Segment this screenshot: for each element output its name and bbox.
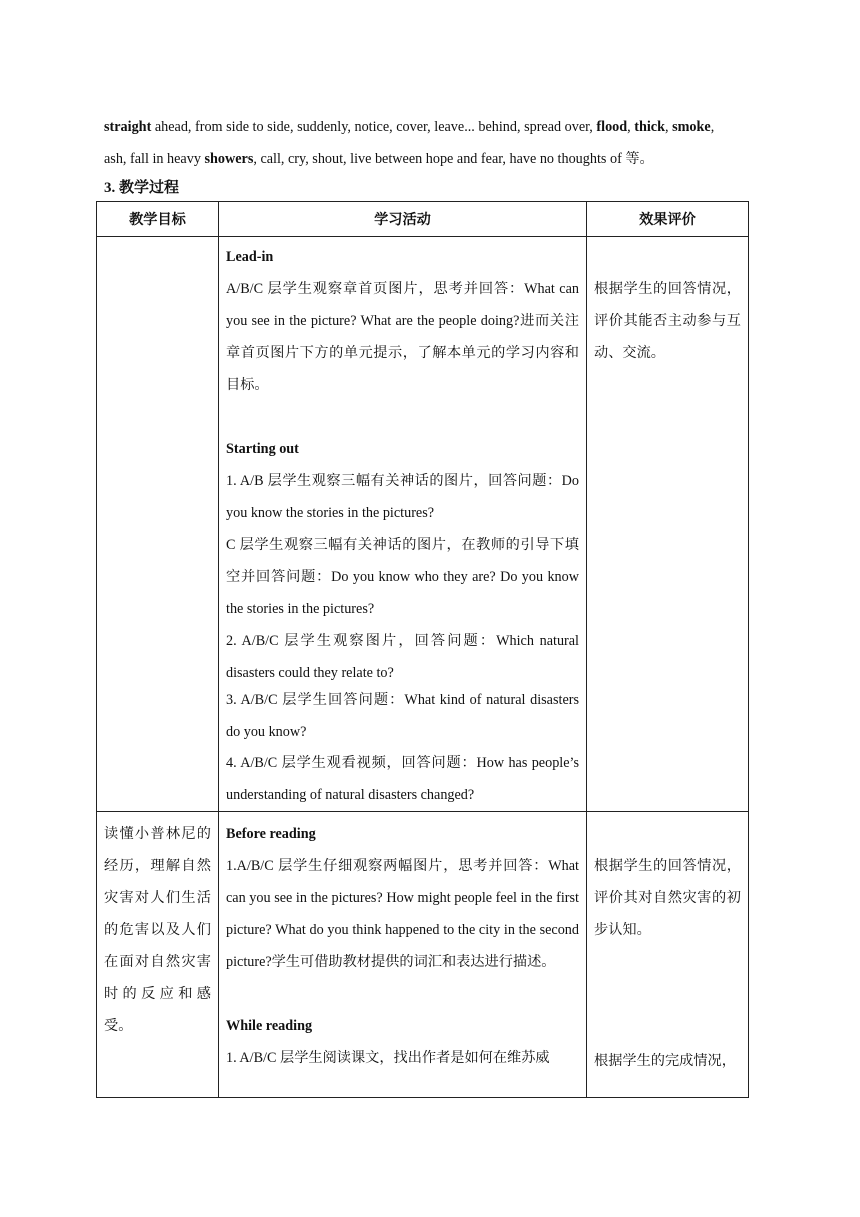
lead-in-title: Lead-in: [226, 249, 274, 265]
section-heading: 3. 教学过程: [104, 180, 180, 196]
activity-cell: [219, 237, 587, 812]
vocab-keyword: showers: [204, 151, 254, 167]
activity-cell: [219, 812, 587, 1098]
vocab-text: ash, fall in heavy: [104, 151, 205, 167]
before-reading-title: Before reading: [226, 826, 316, 842]
goal-text: 读懂小普林尼的经历，理解自然灾害对人们生活的危害以及人们在面对自然灾害时的反应和感受。: [104, 826, 211, 1034]
while-reading-title: While reading: [226, 1018, 313, 1034]
evaluation-cell: [587, 812, 749, 1098]
vocabulary-list: [104, 111, 768, 175]
table-row: [97, 237, 749, 812]
vocab-keyword: thick: [634, 119, 665, 135]
starting-out-item-3: 3. A/B/C 层学生回答问题：What kind of natural disasters do you know?: [226, 692, 579, 740]
while-reading-text: 1. A/B/C 层学生阅读课文，找出作者是如何在维苏威: [226, 1050, 550, 1066]
vocab-text: ,: [665, 119, 673, 135]
starting-out-item-2: 2. A/B/C 层学生观察图片，回答问题：Which natural disasters could they relate to?: [226, 633, 579, 681]
header-learning-activity: 学习活动: [219, 202, 587, 237]
lead-in-text: A/B/C 层学生观察章首页图片，思考并回答：What can you see in the picture? What are the people doing?进而关注章首页图片下方的单元提示，了解本单元的学习内容和目标。: [226, 281, 579, 393]
vocab-line-1: [104, 111, 768, 143]
header-teaching-goal: 教学目标: [97, 202, 219, 237]
vocab-text: ,: [710, 119, 715, 135]
goal-cell: [97, 812, 219, 1098]
table-row: [97, 812, 749, 1098]
teaching-process-table: [96, 201, 749, 1098]
vocab-text: ahead, from side to side, suddenly, notice, cover, leave... behind, spread over,: [151, 119, 597, 135]
header-effect-evaluation: 效果评价: [587, 202, 749, 237]
starting-out-item-1: 1. A/B 层学生观察三幅有关神话的图片，回答问题：Do you know the stories in the pictures?: [226, 473, 579, 521]
vocab-keyword: flood: [596, 119, 628, 135]
evaluation-cell: [587, 237, 749, 812]
vocab-text: ,: [627, 119, 635, 135]
vocab-text: , call, cry, shout, live between hope and fear, have no thoughts of 等。: [253, 151, 654, 167]
evaluation-text-2: 根据学生的完成情况，: [594, 1053, 736, 1069]
goal-cell: [97, 237, 219, 812]
before-reading-text: 1.A/B/C 层学生仔细观察两幅图片，思考并回答：What can you see in the pictures? How might people feel in the first picture? What do you think happened to the city in the second picture?学生可借助教材提供的词汇和表达进行描述。: [226, 858, 579, 970]
evaluation-text: 根据学生的回答情况，评价其对自然灾害的初步认知。: [594, 858, 741, 938]
starting-out-item-1c: C 层学生观察三幅有关神话的图片，在教师的引导下填空并回答问题：Do you know who they are? Do you know the stories in the pictures?: [226, 537, 579, 617]
table-header-row: [97, 202, 749, 237]
starting-out-title: Starting out: [226, 441, 299, 457]
vocab-line-2: [104, 143, 768, 175]
vocab-keyword: straight: [104, 119, 152, 135]
vocab-keyword: smoke: [672, 119, 711, 135]
starting-out-item-4: 4. A/B/C 层学生观看视频，回答问题：How has people’s understanding of natural disasters changed?: [226, 755, 579, 803]
evaluation-text: 根据学生的回答情况，评价其能否主动参与互动、交流。: [594, 281, 741, 361]
